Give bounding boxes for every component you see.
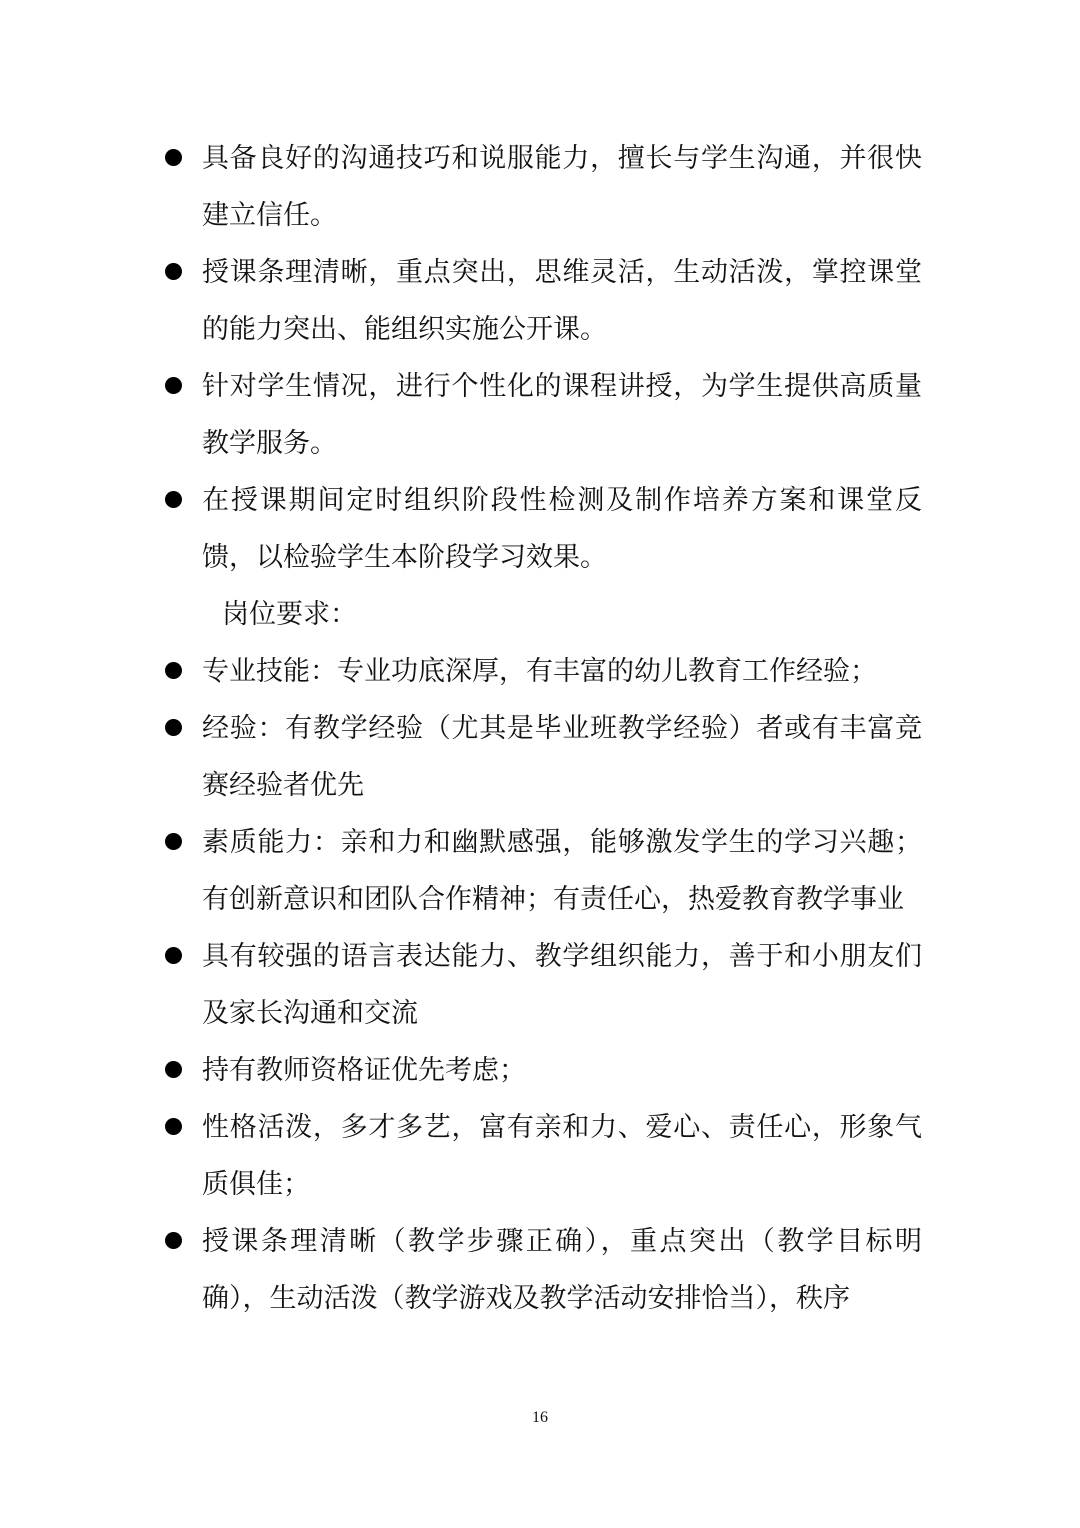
list-item-text: 在授课期间定时组织阶段性检测及制作培养方案和课堂反馈，以检验学生本阶段学习效果。	[202, 485, 922, 573]
list-item	[162, 472, 922, 586]
section-heading: 岗位要求：	[222, 599, 357, 630]
page-number: 16	[532, 1409, 548, 1426]
bullet-icon	[165, 947, 182, 964]
bullet-icon	[165, 1232, 182, 1249]
bullet-icon	[165, 719, 182, 736]
list-item	[162, 244, 922, 358]
list-item	[162, 358, 922, 472]
list-item-text: 性格活泼，多才多艺，富有亲和力、爱心、责任心，形象气质俱佳；	[202, 1112, 922, 1200]
bullet-icon	[165, 263, 182, 280]
bullet-icon	[165, 491, 182, 508]
list-item	[162, 1099, 922, 1213]
list-item-text: 经验：有教学经验（尤其是毕业班教学经验）者或有丰富竞赛经验者优先	[202, 713, 922, 801]
list-item	[162, 700, 922, 814]
list-item-text: 针对学生情况，进行个性化的课程讲授，为学生提供高质量教学服务。	[202, 371, 922, 459]
list-item-text: 具备良好的沟通技巧和说服能力，擅长与学生沟通，并很快建立信任。	[202, 143, 922, 231]
list-item	[162, 130, 922, 244]
list-item-text: 持有教师资格证优先考虑；	[202, 1055, 526, 1086]
bullet-icon	[165, 377, 182, 394]
list-item-text: 授课条理清晰，重点突出，思维灵活，生动活泼，掌控课堂的能力突出、能组织实施公开课。	[202, 257, 922, 345]
bullet-icon	[165, 662, 182, 679]
list-item-text: 授课条理清晰（教学步骤正确），重点突出（教学目标明确），生动活泼（教学游戏及教学活动安排恰当），秩序	[202, 1226, 922, 1314]
bullet-icon	[165, 149, 182, 166]
bullet-icon	[165, 1118, 182, 1135]
list-item	[162, 814, 922, 928]
list-item-text: 专业技能：专业功底深厚，有丰富的幼儿教育工作经验；	[202, 656, 877, 687]
list-item	[162, 928, 922, 1042]
list-item	[162, 1042, 922, 1099]
bullet-icon	[165, 833, 182, 850]
page-content	[162, 130, 922, 1327]
list-item-text: 素质能力：亲和力和幽默感强，能够激发学生的学习兴趣；有创新意识和团队合作精神；有责任心，热爱教育教学事业	[202, 827, 922, 915]
bullet-icon	[165, 1061, 182, 1078]
list-item	[162, 643, 922, 700]
list-item	[162, 1213, 922, 1327]
list-item-text: 具有较强的语言表达能力、教学组织能力，善于和小朋友们及家长沟通和交流	[202, 941, 922, 1029]
